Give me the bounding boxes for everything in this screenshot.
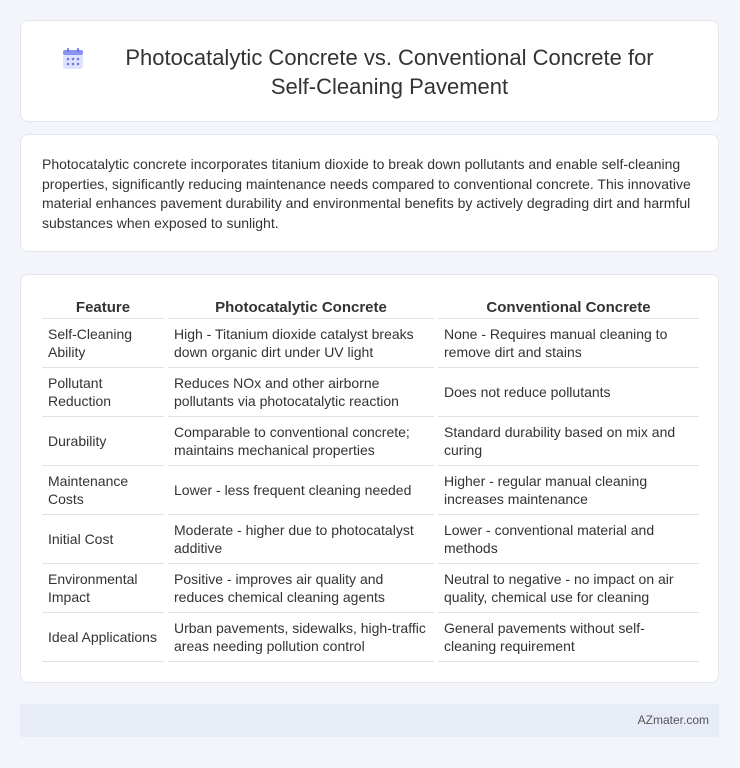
table-row [42, 318, 699, 367]
photocatalytic-cell: Urban pavements, sidewalks, high-traffic areas needing pollution control [166, 612, 436, 661]
title-card [20, 20, 719, 122]
feature-cell: Initial Cost [42, 514, 166, 563]
photocatalytic-cell: Positive - improves air quality and reduces chemical cleaning agents [166, 563, 436, 612]
photocatalytic-cell: Lower - less frequent cleaning needed [166, 465, 436, 514]
conventional-cell: Standard durability based on mix and curing [436, 416, 699, 465]
feature-cell: Pollutant Reduction [42, 367, 166, 416]
table-row [42, 563, 699, 612]
page-title: Photocatalytic Concrete vs. Conventional Concrete for Self-Cleaning Pavement [125, 45, 654, 99]
comparison-table [42, 296, 699, 662]
feature-cell: Self-Cleaning Ability [42, 318, 166, 367]
feature-cell: Environmental Impact [42, 563, 166, 612]
table-row [42, 416, 699, 465]
conventional-cell: Lower - conventional material and methods [436, 514, 699, 563]
conventional-cell: Higher - regular manual cleaning increases maintenance [436, 465, 699, 514]
intro-card [20, 134, 719, 252]
feature-cell: Maintenance Costs [42, 465, 166, 514]
footer-bar [20, 704, 719, 737]
feature-cell: Durability [42, 416, 166, 465]
conventional-cell: General pavements without self-cleaning requirement [436, 612, 699, 661]
intro-paragraph: Photocatalytic concrete incorporates titanium dioxide to break down pollutants and enable self-cleaning properties, significantly reducing maintenance needs compared to conventional concrete. This innovative material enhances pavement durability and environmental benefits by actively degrading dirt and harmful substances when exposed to sunlight. [42, 156, 691, 231]
conventional-cell: None - Requires manual cleaning to remove dirt and stains [436, 318, 699, 367]
conventional-cell: Does not reduce pollutants [436, 367, 699, 416]
photocatalytic-cell: Comparable to conventional concrete; maintains mechanical properties [166, 416, 436, 465]
header-feature: Feature [42, 296, 166, 318]
photocatalytic-cell: High - Titanium dioxide catalyst breaks down organic dirt under UV light [166, 318, 436, 367]
table-row [42, 612, 699, 661]
table-row [42, 465, 699, 514]
photocatalytic-cell: Reduces NOx and other airborne pollutants via photocatalytic reaction [166, 367, 436, 416]
header-conventional: Conventional Concrete [436, 296, 699, 318]
feature-cell: Ideal Applications [42, 612, 166, 661]
comparison-card [20, 274, 719, 683]
table-header-row [42, 296, 699, 318]
footer-brand: AZmater.com [637, 713, 709, 727]
conventional-cell: Neutral to negative - no impact on air quality, chemical use for cleaning [436, 563, 699, 612]
table-row [42, 514, 699, 563]
header-photocatalytic: Photocatalytic Concrete [166, 296, 436, 318]
table-row [42, 367, 699, 416]
photocatalytic-cell: Moderate - higher due to photocatalyst additive [166, 514, 436, 563]
